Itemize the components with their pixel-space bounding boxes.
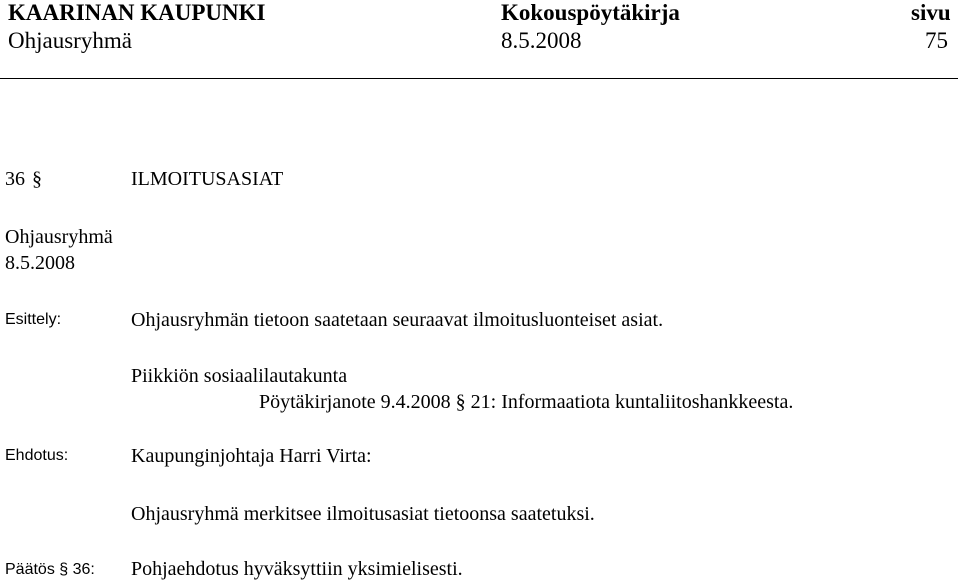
section-title: ILMOITUSASIAT [131,168,284,190]
header-date: 8.5.2008 [501,28,582,53]
ehdotus-text: Ohjausryhmä merkitsee ilmoitusasiat tietoonsa saatetuksi. [131,503,595,525]
page-label: sivu [911,0,951,25]
notice-detail: Pöytäkirjanote 9.4.2008 § 21: Informaatiota kuntaliitoshankkeesta. [259,391,794,413]
esittely-text: Ohjausryhmän tietoon saatetaan seuraavat ilmoitusluonteiset asiat. [131,309,664,331]
notice-source: Piikkiön sosiaalilautakunta [131,365,348,387]
section-sign: § [32,168,42,190]
organization-name: KAARINAN KAUPUNKI [8,0,266,25]
paatos-label: Päätös § 36: [5,561,95,578]
ehdotus-label: Ehdotus: [5,447,69,464]
paatos-text: Pohjaehdotus hyväksyttiin yksimielisesti. [131,558,463,580]
esittely-label: Esittely: [5,311,62,328]
ehdotus-proposer: Kaupunginjohtaja Harri Virta: [131,445,372,467]
page-number: 75 [925,28,948,53]
section-number: 36 [5,168,25,190]
header-body-name: Ohjausryhmä [8,28,132,53]
section-date: 8.5.2008 [5,252,75,274]
document-type: Kokouspöytäkirja [501,0,680,25]
header-divider [0,78,958,79]
section-body-name: Ohjausryhmä [5,226,113,248]
